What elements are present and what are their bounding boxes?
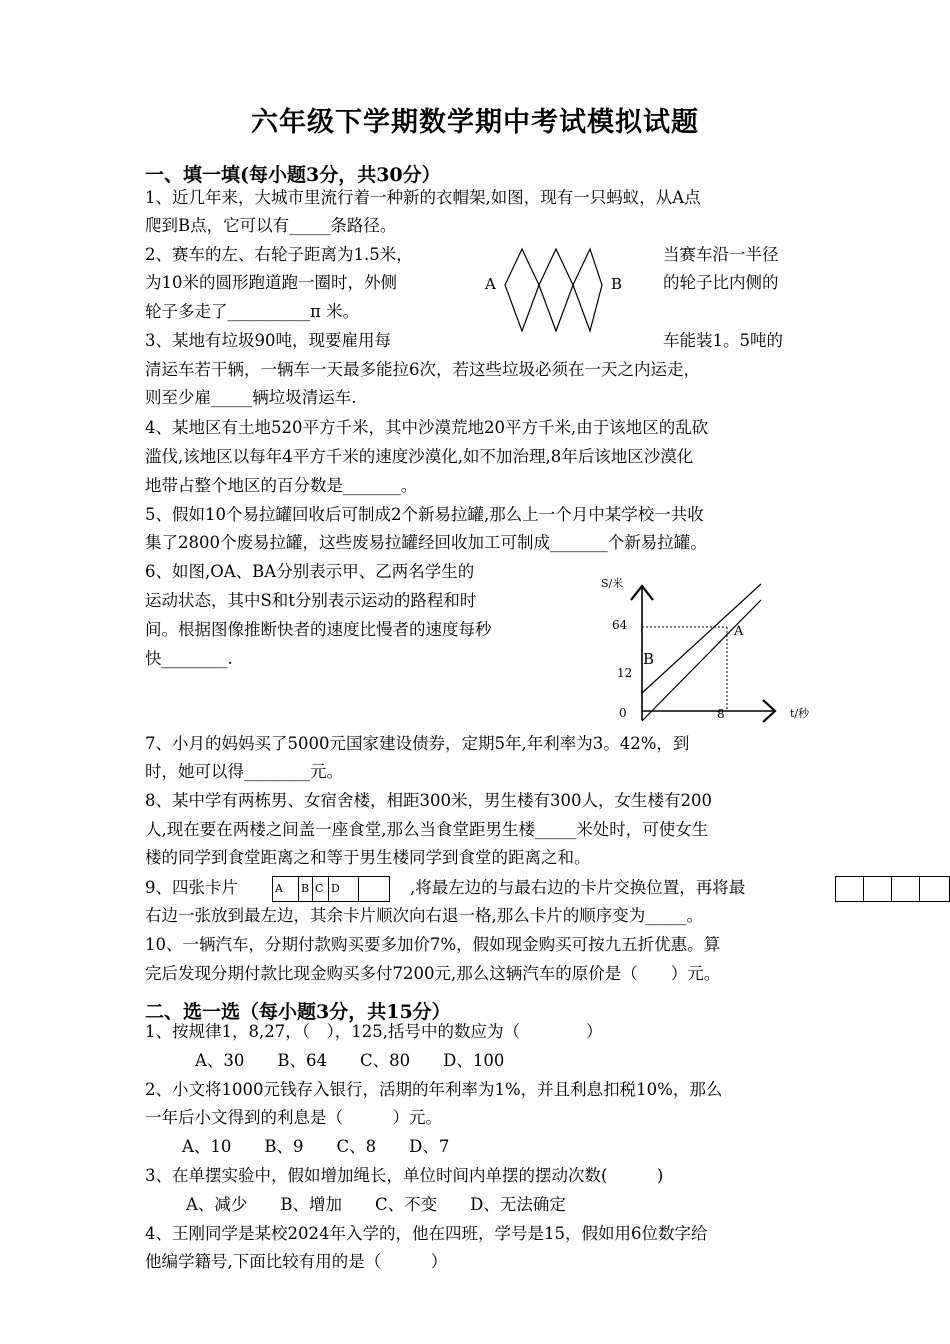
q9-line-1: 9、四张卡片	[145, 878, 238, 897]
q2-line-2b: 的轮子比内侧的	[663, 273, 779, 292]
q8-line-2: 人,现在要在两楼之间盖一座食堂,那么当食堂距男生楼_____米处时，可使女生	[145, 820, 709, 839]
s2-q2-line-1: 2、小文将1000元钱存入银行，活期的年利率为1%，并且利息扣税10%，那么	[145, 1080, 723, 1099]
x-axis-label: t/秒	[790, 707, 810, 720]
q4-line-1: 4、某地区有土地520平方千米，其中沙漠荒地20平方千米,由于该地区的乱砍	[145, 418, 709, 437]
line-oa	[642, 600, 761, 721]
q6-line-4: 快________.	[145, 649, 233, 668]
q4-line-3: 地带占整个地区的百分数是_______。	[145, 476, 418, 495]
q6-line-2: 运动状态，其中S和t分别表示运动的路程和时	[145, 591, 477, 610]
answer-card-2	[864, 877, 892, 901]
q9-cards-original	[272, 876, 390, 902]
card-c: C	[313, 877, 329, 901]
answer-card-1	[836, 877, 864, 901]
q6-line-3: 间。根据图像推断快者的速度比慢者的速度每秒	[145, 620, 492, 639]
page-title: 六年级下学期数学期中考试模拟试题	[251, 107, 699, 138]
s2-q2-line-2: 一年后小文得到的利息是（ ）元。	[145, 1108, 442, 1127]
rack-diamond-3	[573, 249, 602, 331]
q9-line-1b: ,将最左边的与最右边的卡片交换位置，再将最	[410, 878, 746, 897]
q2-line-2: 为10米的圆形跑道跑一圈时，外侧	[145, 273, 397, 292]
answer-card-3	[892, 877, 920, 901]
q10-line-2: 完后发现分期付款比现金购买多付7200元,那么这辆汽车的原价是（ ）元。	[145, 964, 721, 983]
y-tick-64: 64	[612, 618, 628, 632]
s2-q1: 1、按规律1，8,27，（ ），125,括号中的数应为（ ）	[145, 1022, 603, 1041]
card-d: D	[329, 877, 359, 901]
point-a-label: A	[734, 624, 744, 639]
q1-line-2: 爬到B点，它可以有_____条路径。	[145, 216, 397, 235]
q3-line-3: 则至少雇_____辆垃圾清运车.	[145, 388, 357, 407]
rack-diamond-1	[505, 249, 539, 331]
y-tick-12: 12	[617, 666, 633, 680]
point-b-label: B	[643, 650, 655, 668]
q5-line-1: 5、假如10个易拉罐回收后可制成2个新易拉罐,那么上一个月中某学校一共收	[145, 505, 704, 524]
rack-label-a: A	[485, 275, 496, 293]
q9-line-2: 右边一张放到最左边，其余卡片顺次向右退一格,那么卡片的顺序变为_____。	[145, 906, 703, 925]
q4-line-2: 滥伐,该地区以每年4平方千米的速度沙漠化,如不加治理,8年后该地区沙漠化	[145, 447, 694, 466]
card-empty	[359, 877, 387, 901]
y-axis-label: S/米	[601, 577, 624, 590]
q6-line-1: 6、如图,OA、BA分别表示甲、乙两名学生的	[145, 562, 475, 581]
s2-q4-line-2: 他编学籍号,下面比较有用的是（ ）	[145, 1252, 448, 1271]
s2-q2-options: A、10 B、9 C、8 D、7	[182, 1137, 450, 1156]
section-1-heading: 一、填一填(每小题3分，共30分）	[145, 164, 441, 186]
origin-label: 0	[619, 706, 627, 720]
q1-line-1: 1、近几年来，大城市里流行着一种新的衣帽架,如图，现有一只蚂蚁，从A点	[145, 188, 701, 207]
q7-line-2: 时，她可以得________元。	[145, 762, 343, 781]
x-tick-8: 8	[717, 707, 725, 721]
rack-label-b: B	[611, 275, 623, 293]
q8-line-1: 8、某中学有两栋男、女宿舍楼，相距300米，男生楼有300人，女生楼有200	[145, 791, 712, 810]
card-a: A	[273, 877, 299, 901]
s2-q1-options: A、30 B、64 C、80 D、100	[195, 1051, 505, 1070]
q10-line-1: 10、一辆汽车，分期付款购买要多加价7%，假如现金购买可按九五折优惠。算	[145, 935, 721, 954]
distance-time-graph	[595, 570, 815, 730]
q3-line-1b: 车能装1。5吨的	[663, 331, 783, 350]
q2-line-3: 轮子多走了__________π 米。	[145, 302, 360, 321]
q8-line-3: 楼的同学到食堂距离之和等于男生楼同学到食堂的距离之和。	[145, 848, 591, 867]
s2-q4-line-1: 4、王刚同学是某校2024年入学的，他在四班，学号是15，假如用6位数字给	[145, 1224, 708, 1243]
q9-answer-cards	[835, 876, 950, 902]
rack-diamond-2	[539, 249, 573, 331]
s2-q3: 3、在单摆实验中，假如增加绳长，单位时间内单摆的摆动次数( )	[145, 1166, 664, 1185]
q2-line-1: 2、赛车的左、右轮子距离为1.5米，	[145, 245, 413, 264]
q5-line-2: 集了2800个废易拉罐，这些废易拉罐经回收加工可制成_______个新易拉罐。	[145, 533, 707, 552]
q3-line-1: 3、某地有垃圾90吨，现要雇用每	[145, 331, 391, 350]
coat-rack-figure	[500, 248, 605, 334]
answer-card-4	[920, 877, 948, 901]
q7-line-1: 7、小月的妈妈买了5000元国家建设债券，定期5年,年利率为3。42%，到	[145, 734, 690, 753]
s2-q3-options: A、减少 B、增加 C、不变 D、无法确定	[186, 1195, 566, 1214]
card-b: B	[299, 877, 313, 901]
section-2-heading: 二、选一选（每小题3分，共15分）	[145, 1001, 451, 1023]
q3-line-2: 清运车若干辆，一辆车一天最多能拉6次，若这些垃圾必须在一天之内运走，	[145, 360, 700, 379]
q2-line-1b: 当赛车沿一半径	[663, 245, 779, 264]
